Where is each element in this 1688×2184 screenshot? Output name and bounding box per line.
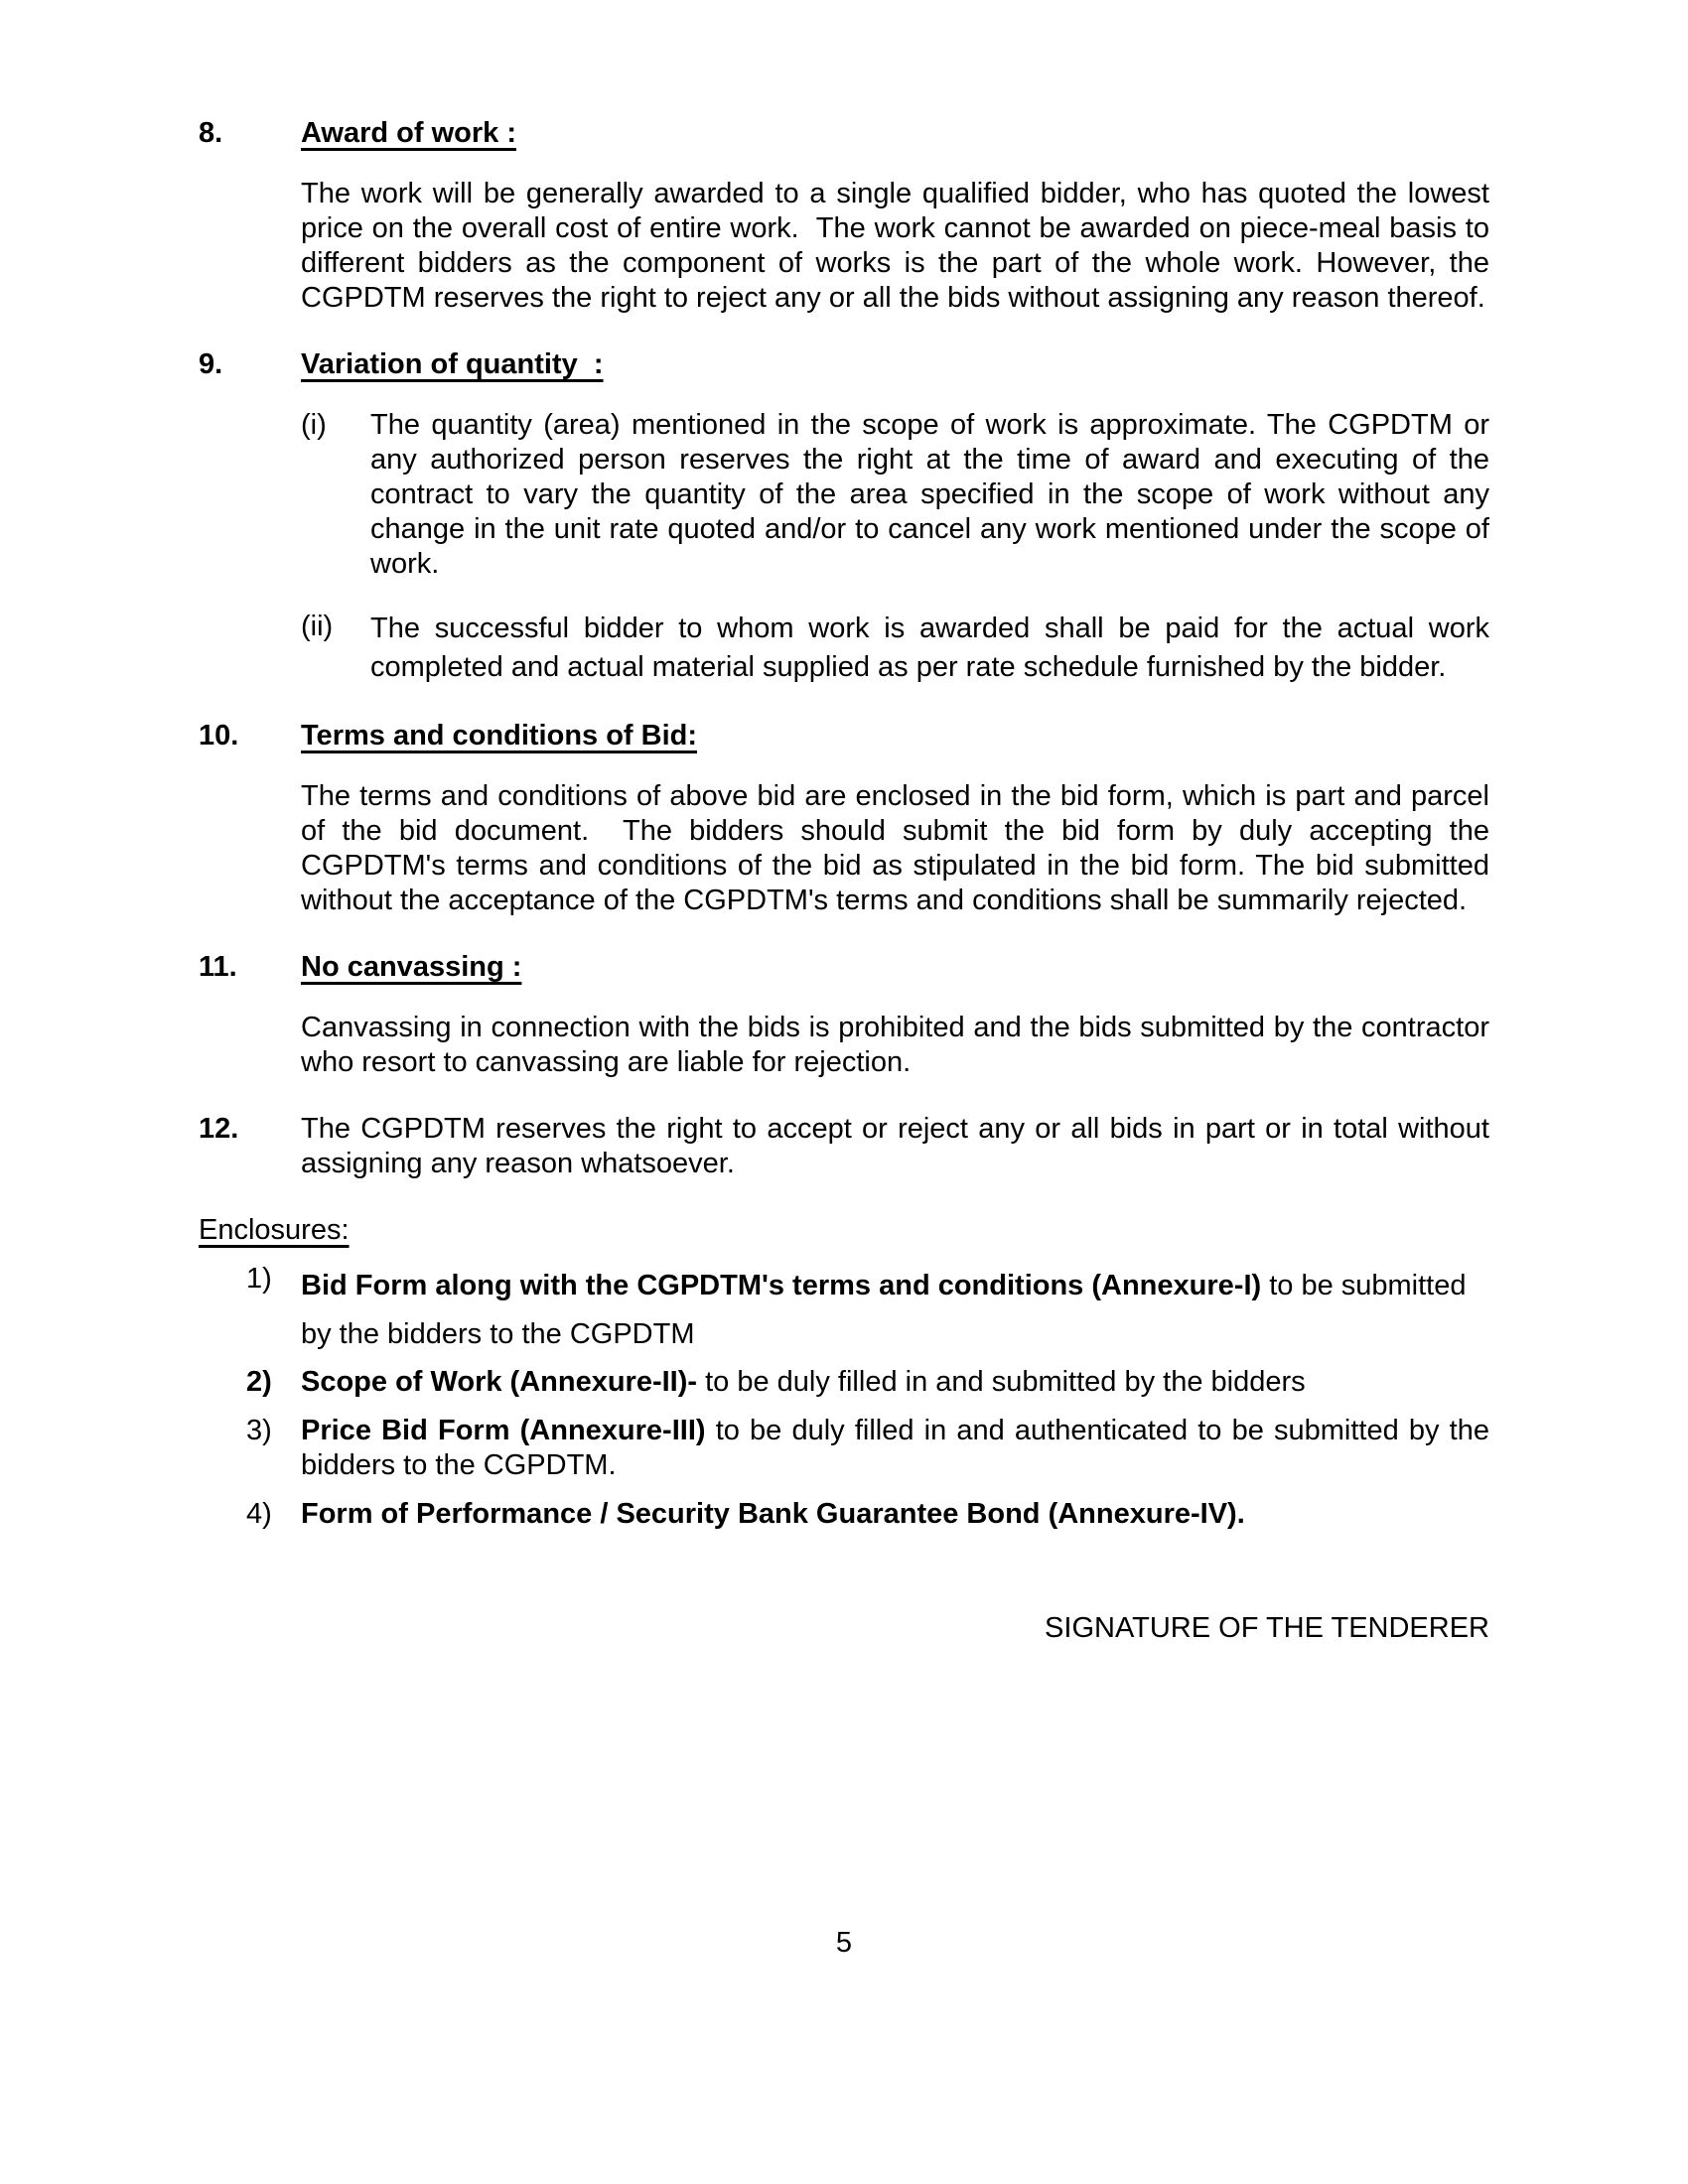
list-item xyxy=(301,408,1489,582)
list-item-marker: (ii) xyxy=(301,611,334,642)
page-number: 5 xyxy=(835,1927,853,1959)
section-number: 9. xyxy=(199,348,223,380)
paragraph: The quantity (area) mentioned in the scope of work is approximate. The CGPDTM or any authorized person reserves the right at the time of award and executing of the contract to vary the quantity of the area specified in the scope of work without any change in the unit rate quoted and/or to cancel any work mentioned under the scope of work. xyxy=(370,409,1489,580)
section-number: 10. xyxy=(199,720,239,751)
list-item-marker: 1) xyxy=(246,1263,272,1295)
list-item-marker: 2) xyxy=(246,1366,272,1398)
list-item xyxy=(246,1497,1489,1532)
list-item-marker: 4) xyxy=(246,1498,272,1530)
section-content xyxy=(301,719,1489,918)
section-number: 12. xyxy=(199,1113,239,1145)
list-item-marker: (i) xyxy=(301,409,327,441)
enclosures-block xyxy=(199,1213,1489,1532)
enclosures-list xyxy=(246,1262,1489,1532)
section-heading xyxy=(301,950,1489,985)
list-item xyxy=(301,610,1489,687)
section-terms-and-conditions xyxy=(199,719,1489,918)
paragraph: The work will be generally awarded to a single qualified bidder, who has quoted the lowest price on the overall cost of entire work. The work cannot be awarded on piece-meal basis to different bidders as the component of works is the part of the whole work. However, the CGPDTM reserves the right to reject any or all the bids without assigning any reason thereof. xyxy=(301,178,1489,314)
section-heading xyxy=(301,347,1489,382)
section-variation-of-quantity xyxy=(199,347,1489,687)
list-item xyxy=(246,1365,1489,1400)
list-item-marker: 3) xyxy=(246,1415,272,1446)
section-heading xyxy=(301,116,1489,151)
section-content xyxy=(301,950,1489,1080)
list-item-bold-text: Price Bid Form (Annexure-III) xyxy=(301,1415,706,1446)
section-content xyxy=(301,1112,1489,1181)
list-item-text: to be submitted by the bidders to the CGPDTM xyxy=(301,1270,1467,1350)
paragraph xyxy=(301,1414,1489,1483)
section-heading-text: Terms and conditions of Bid: xyxy=(301,720,698,751)
paragraph xyxy=(301,1262,1489,1359)
section-accept-reject-bids xyxy=(199,1112,1489,1181)
list-item-text: to be duly filled in and authenticated to be submitted by the bidders to the CGPDTM. xyxy=(301,1415,1489,1481)
paragraph: The successful bidder to whom work is awarded shall be paid for the actual work completed and actual material supplied as per rate schedule furnished by the bidder. xyxy=(370,613,1489,683)
section-heading xyxy=(301,719,1489,753)
enclosures-heading-text: Enclosures: xyxy=(199,1214,350,1246)
section-heading-text: Variation of quantity : xyxy=(301,348,604,380)
section-content xyxy=(301,347,1489,687)
list-item xyxy=(246,1262,1489,1359)
section-award-of-work xyxy=(199,116,1489,316)
list-item-bold-text: Scope of Work (Annexure-II)- xyxy=(301,1366,698,1398)
paragraph xyxy=(301,1497,1489,1532)
section-content xyxy=(301,116,1489,316)
paragraph: The CGPDTM reserves the right to accept or reject any or all bids in part or in total without assigning any reason whatsoever. xyxy=(301,1113,1489,1179)
list-item xyxy=(246,1414,1489,1483)
section-heading-text: No canvassing : xyxy=(301,951,522,983)
enclosures-heading xyxy=(199,1213,1489,1248)
list-item-bold-text: Form of Performance / Security Bank Guarantee Bond (Annexure-IV). xyxy=(301,1498,1245,1530)
paragraph: Canvassing in connection with the bids is prohibited and the bids submitted by the contractor who resort to canvassing are liable for rejection. xyxy=(301,1012,1489,1078)
paragraph xyxy=(301,1365,1489,1400)
section-no-canvassing xyxy=(199,950,1489,1080)
section-number: 11. xyxy=(199,951,237,983)
paragraph: The terms and conditions of above bid are enclosed in the bid form, which is part and parcel of the bid document. The bidders should submit the bid form by duly accepting the CGPDTM's terms and conditions of the bid as stipulated in the bid form. The bid submitted without the acceptance of the CGPDTM's terms and conditions shall be summarily rejected. xyxy=(301,780,1489,916)
section-heading-text: Award of work : xyxy=(301,117,516,149)
list-item-text: to be duly filled in and submitted by the bidders xyxy=(697,1366,1306,1398)
list-item-bold-text: Bid Form along with the CGPDTM's terms and conditions (Annexure-I) xyxy=(301,1270,1262,1301)
signature-line: SIGNATURE OF THE TENDERER xyxy=(1045,1612,1489,1644)
section-number: 8. xyxy=(199,117,223,149)
